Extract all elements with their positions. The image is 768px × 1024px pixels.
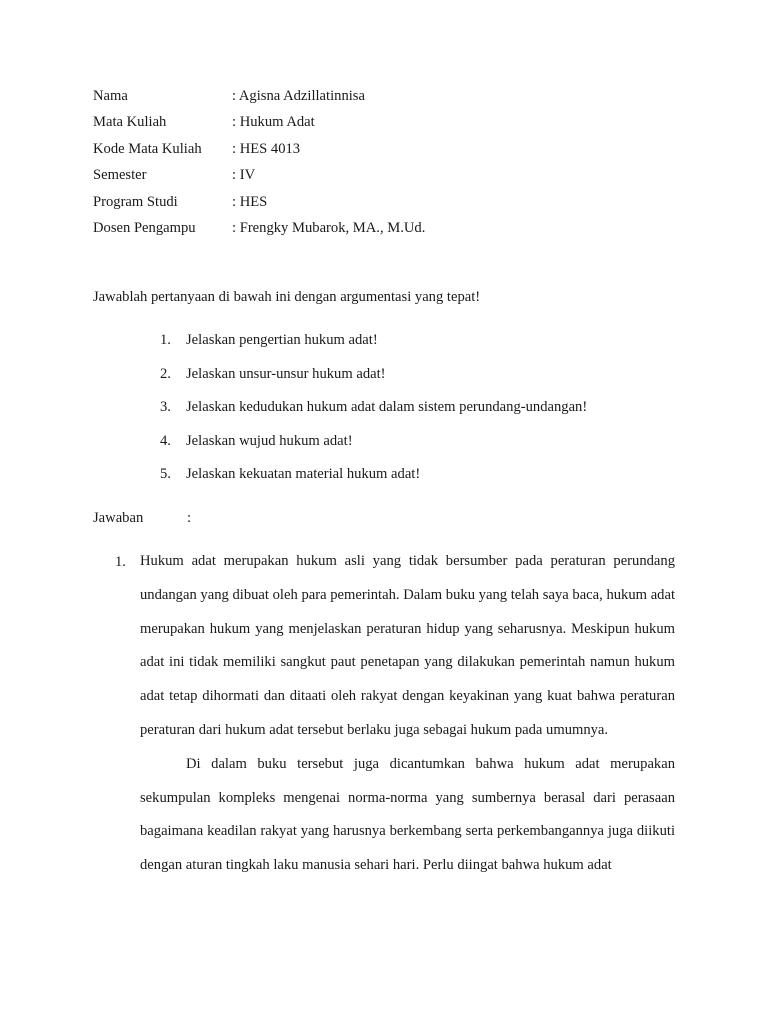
answer-number: 1.: [115, 554, 126, 570]
question-item: [160, 431, 587, 465]
answers-heading: [93, 508, 191, 528]
info-label: Program Studi: [93, 193, 178, 210]
info-label: Kode Mata Kuliah: [93, 140, 202, 157]
instruction-text: Jawablah pertanyaan di bawah ini dengan argumentasi yang tepat!: [93, 289, 481, 305]
info-row-mata-kuliah: [93, 112, 425, 138]
answer-body: [140, 552, 675, 890]
student-info-table: [93, 86, 425, 244]
question-list: [160, 330, 587, 498]
answers-colon: :: [187, 510, 192, 526]
question-number: 5.: [160, 466, 171, 482]
info-value: : Frengky Mubarok, MA., M.Ud.: [232, 219, 426, 236]
info-label: Mata Kuliah: [93, 114, 167, 131]
question-number: 4.: [160, 432, 171, 449]
info-value: : HES: [232, 193, 268, 210]
question-text: Jelaskan pengertian hukum adat!: [186, 332, 378, 348]
info-value: : Agisna Adzillatinnisa: [232, 88, 365, 104]
info-row-kode-mata-kuliah: [93, 139, 425, 165]
info-value: : IV: [232, 167, 256, 184]
info-value: : HES 4013: [232, 140, 301, 157]
question-number: 1.: [160, 332, 171, 348]
question-number: 3.: [160, 399, 171, 415]
info-label: Dosen Pengampu: [93, 219, 196, 236]
question-text: Jelaskan kekuatan material hukum adat!: [186, 466, 421, 482]
question-number: 2.: [160, 365, 171, 382]
info-label: Nama: [93, 88, 128, 104]
info-row-nama: [93, 86, 425, 112]
answers-label: Jawaban: [93, 510, 144, 526]
question-item: [160, 330, 587, 364]
info-row-dosen-pengampu: [93, 218, 425, 244]
info-row-program-studi: [93, 192, 425, 218]
answer-paragraph: Hukum adat merupakan hukum asli yang tidak bersumber pada peraturan perundang undangan yang dibuat oleh para pemerintah. Dalam buku yang telah saya baca, hukum adat merupakan hukum yang menjelaskan peraturan hidup yang seharusnya. Meskipun hukum adat ini tidak memiliki sangkut paut penetapan yang dilakukan pemerintah namun hukum adat tetap dihormati dan ditaati oleh rakyat dengan keyakinan yang kuat bahwa peraturan peraturan dari hukum adat tersebut berlaku juga sebagai hukum pada umumnya.: [140, 553, 675, 738]
question-text: Jelaskan unsur-unsur hukum adat!: [186, 365, 386, 382]
info-row-semester: [93, 165, 425, 191]
question-item: [160, 464, 587, 498]
answer-paragraph: Di dalam buku tersebut juga dicantumkan bahwa hukum adat merupakan sekumpulan kompleks mengenai norma-norma yang sumbernya berasal dari perasaan bagaimana keadilan rakyat yang harusnya berkembang serta perkembangannya juga diikuti dengan aturan tingkah laku manusia sehari hari. Perlu diingat bahwa hukum adat: [140, 755, 675, 874]
info-value: : Hukum Adat: [232, 114, 315, 131]
question-item: [160, 397, 587, 431]
question-item: [160, 364, 587, 398]
question-text: Jelaskan kedudukan hukum adat dalam sistem perundang-undangan!: [186, 399, 588, 415]
question-text: Jelaskan wujud hukum adat!: [186, 432, 353, 449]
info-label: Semester: [93, 167, 147, 184]
